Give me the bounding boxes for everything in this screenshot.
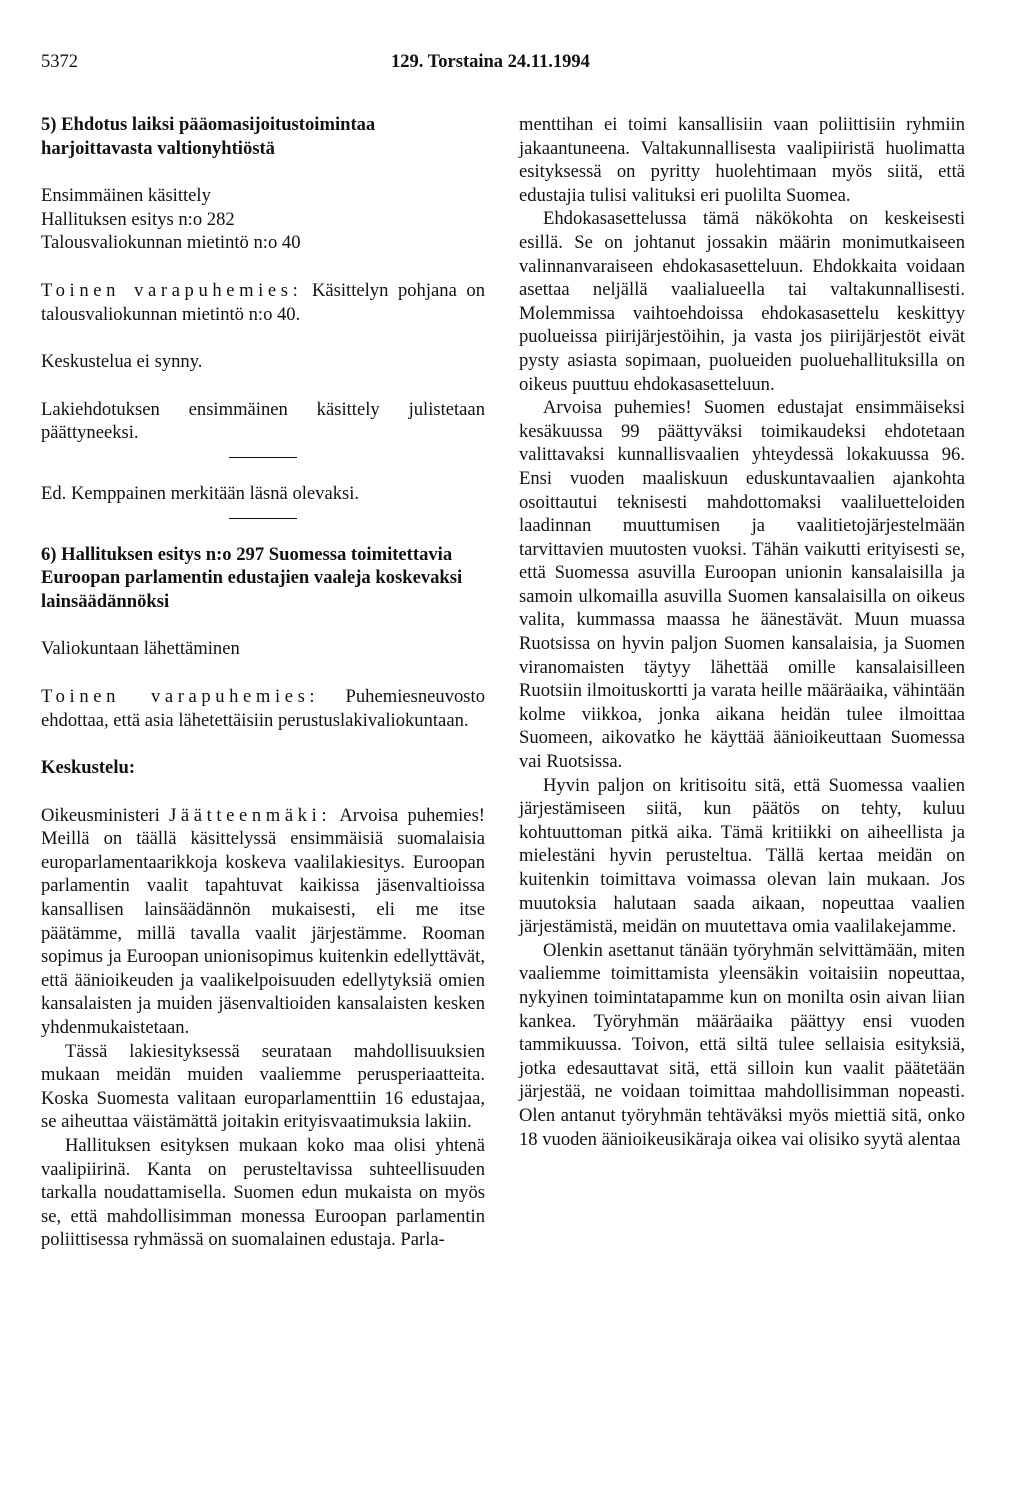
page-header bbox=[41, 52, 981, 82]
no-debate-note: Keskustelua ei synny. bbox=[41, 351, 203, 373]
speech-continued-p1: menttihan ei toimi kansallisiin vaan poliittisiin ryhmiin jakaantuneena. Valtakunnallisesta vaalipiiristä huolimatta esityksessä on pyritty huolehtimaan myös siitä, että edustajia tulisi valituksi eri puolilta Suomea. bbox=[519, 114, 965, 206]
left-column bbox=[41, 113, 485, 1252]
speaker-name: Toinen varapuhemies: bbox=[41, 685, 320, 707]
minister-speech-p3: Hallituksen esityksen mukaan koko maa olisi yhtenä vaalipiirinä. Kanta on perusteltavissa suhteellisuuden tarkalla noudattamisella. Suomen edun mukaista on myös se, että mahdollisimman monessa Euroopan parlamentin poliittisessa ryhmässä on suomalainen edustaja. Parla- bbox=[41, 1135, 485, 1251]
speech-text: Käsittelyn pohjana on talousvaliokunnan mietintö n:o 40. bbox=[41, 279, 485, 325]
page-number: 5372 bbox=[41, 52, 78, 72]
reference-government-bill: Hallituksen esitys n:o 282 bbox=[41, 208, 235, 230]
speaker-name: Toinen varapuhemies: bbox=[41, 279, 303, 301]
minister-name: Jäätteenmäki: bbox=[169, 804, 332, 826]
minister-speech-p2: Tässä lakiesityksessä seurataan mahdollisuuksien mukaan meidän muiden vaaliemme perusperiaatteita. Koska Suomesta valitaan europarlamenttiin 16 edustajaa, se aiheuttaa väistämättä joitakin erityisvaatimuksia lakiin. bbox=[41, 1040, 485, 1133]
speech-deputy-speaker-2 bbox=[41, 685, 485, 732]
reading-label: Ensimmäinen käsittely bbox=[41, 185, 211, 207]
referral-label: Valiokuntaan lähettäminen bbox=[41, 638, 240, 660]
speech-text: Arvoisa puhemies! Meillä on täällä käsittelyssä ensimmäisiä suomalaisia europarlamentaarikkoja koskeva vaalilakiesitys. Euroopan parlamentin vaalit tapahtuvat kaikissa jäsenvaltioissa kansallisen lainsäädännön mukaisesti, eli me itse päätämme, millä tavalla vaalit järjestämme. Rooman sopimus ja Euroopan unionisopimus kuitenkin edellyttävät, että äänioikeuden ja vaalikelpoisuuden edellytyksiä omien kansalaisten ja muiden jäsenvaltioiden kansalaisten kesken yhdenmukaistetaan. bbox=[41, 804, 485, 1039]
speech-continued-p4: Hyvin paljon on kritisoitu sitä, että Suomessa vaalien järjestämiseen siitä, kun päätös on tehty, kuluu kohtuuttoman pitkä aika. Tämä kritiikki on aiheellista ja mielestäni hyvin perusteltua. Tällä kertaa meidän on kuitenkin toimittava voimassa olevan lain mukaan. Jos muutoksia halutaan saada aikaan, nopeuttaa vaalien järjestämistä, meidän on muutettava omia vaalilakejamme. bbox=[519, 774, 965, 938]
reference-committee-report: Talousvaliokunnan mietintö n:o 40 bbox=[41, 232, 301, 254]
speech-continued-p5: Olenkin asettanut tänään työryhmän selvittämään, miten vaaliemme toimittamista yleensäkin voitaisiin nopeuttaa, nykyinen toimintatapamme kun on monilta osin aivan liian kankea. Työryhmän määräaika päättyy ensi vuoden tammikuussa. Toivon, että siltä tulee sellaisia esityksiä, jotka edesauttavat sitä, että silloin kun vaalit päätetään järjestää, ne voidaan toimittaa mahdollisimman nopeasti. Olen antanut työryhmän tehtäväksi myös miettiä sitä, onko 18 vuoden äänioikeusikäraja oikea vai olisiko syytä alentaa bbox=[519, 939, 965, 1150]
speech-text: Puhemiesneuvosto ehdottaa, että asia lähetettäisiin perustuslakivaliokuntaan. bbox=[41, 685, 485, 731]
minister-title: Oikeusministeri bbox=[41, 804, 170, 826]
section-5-title: 5) Ehdotus laiksi pääomasijoitustoimintaa harjoittavasta valtionyhtiöstä bbox=[41, 114, 376, 159]
right-column bbox=[519, 113, 965, 1151]
debate-label: Keskustelu: bbox=[41, 757, 136, 779]
speech-continued-p3: Arvoisa puhemies! Suomen edustajat ensimmäiseksi kesäkuussa 99 päättyväksi toimikaudeksi ehdotetaan valittavaksi kunnallisvaalien yhteydessä lokakuussa 96. Ensi vuoden maaliskuun eduskuntavaalien ajankohta osoittautui teknisesti mahdottomaksi vaaliluetteloiden laadinnan muuttumisen ja vaalitietojärjestelmään tarvittavien muutosten vuoksi. Tähän vaikutti erityisesti se, että Suomessa asuvilla Euroopan unionin kansalaisilla ja samoin ulkomailla asuvilla Suomen kansalaisilla on oikeus valita, kummassa maassa he äänestävät. Muun muassa Ruotsissa on hyvin paljon Suomen kansalaisia, ja Suomen viranomaisten täytyy lähettää omille kansalaisilleen Ruotsiin ilmoituskortti ja varata heille määräaika, vähintään kolme viikkoa, jonka aikana heidän tulee ilmoittaa Suomeen, aikovatko he käyttää äänioikeuttaan Suomessa vai Ruotsissa. bbox=[519, 397, 965, 773]
attendance-note: Ed. Kemppainen merkitään läsnä olevaksi. bbox=[41, 482, 360, 504]
section-6-title: 6) Hallituksen esitys n:o 297 Suomessa toimitettavia Euroopan parlamentin edustajien vaaleja koskevaksi lainsäädännöksi bbox=[41, 543, 463, 612]
speech-deputy-speaker-1 bbox=[41, 279, 485, 326]
speech-continued-p2: Ehdokasasettelussa tämä näkökohta on keskeisesti esillä. Se on johtanut jossakin määrin monimutkaiseen valinnanvaraiseen ehdokasasetteluun. Ehdokkaita voidaan asettaa neljällä vaalialueella tai valtakunnallisesti. Molemmissa vaihtoehdoissa ehdokasasettelu keskittyy puolueissa piirijärjestöihin, ja vasta jos piirijärjestöt eivät pysty asiasta sopimaan, puolueiden puoluehallituksilla on oikeus puuttuu ehdokasasetteluun. bbox=[519, 208, 965, 395]
minister-speech-p1 bbox=[41, 804, 485, 1040]
issue-title: 129. Torstaina 24.11.1994 bbox=[391, 52, 590, 72]
reading-closed-note: Lakiehdotuksen ensimmäinen käsittely julistetaan päättyneeksi. bbox=[41, 398, 485, 444]
